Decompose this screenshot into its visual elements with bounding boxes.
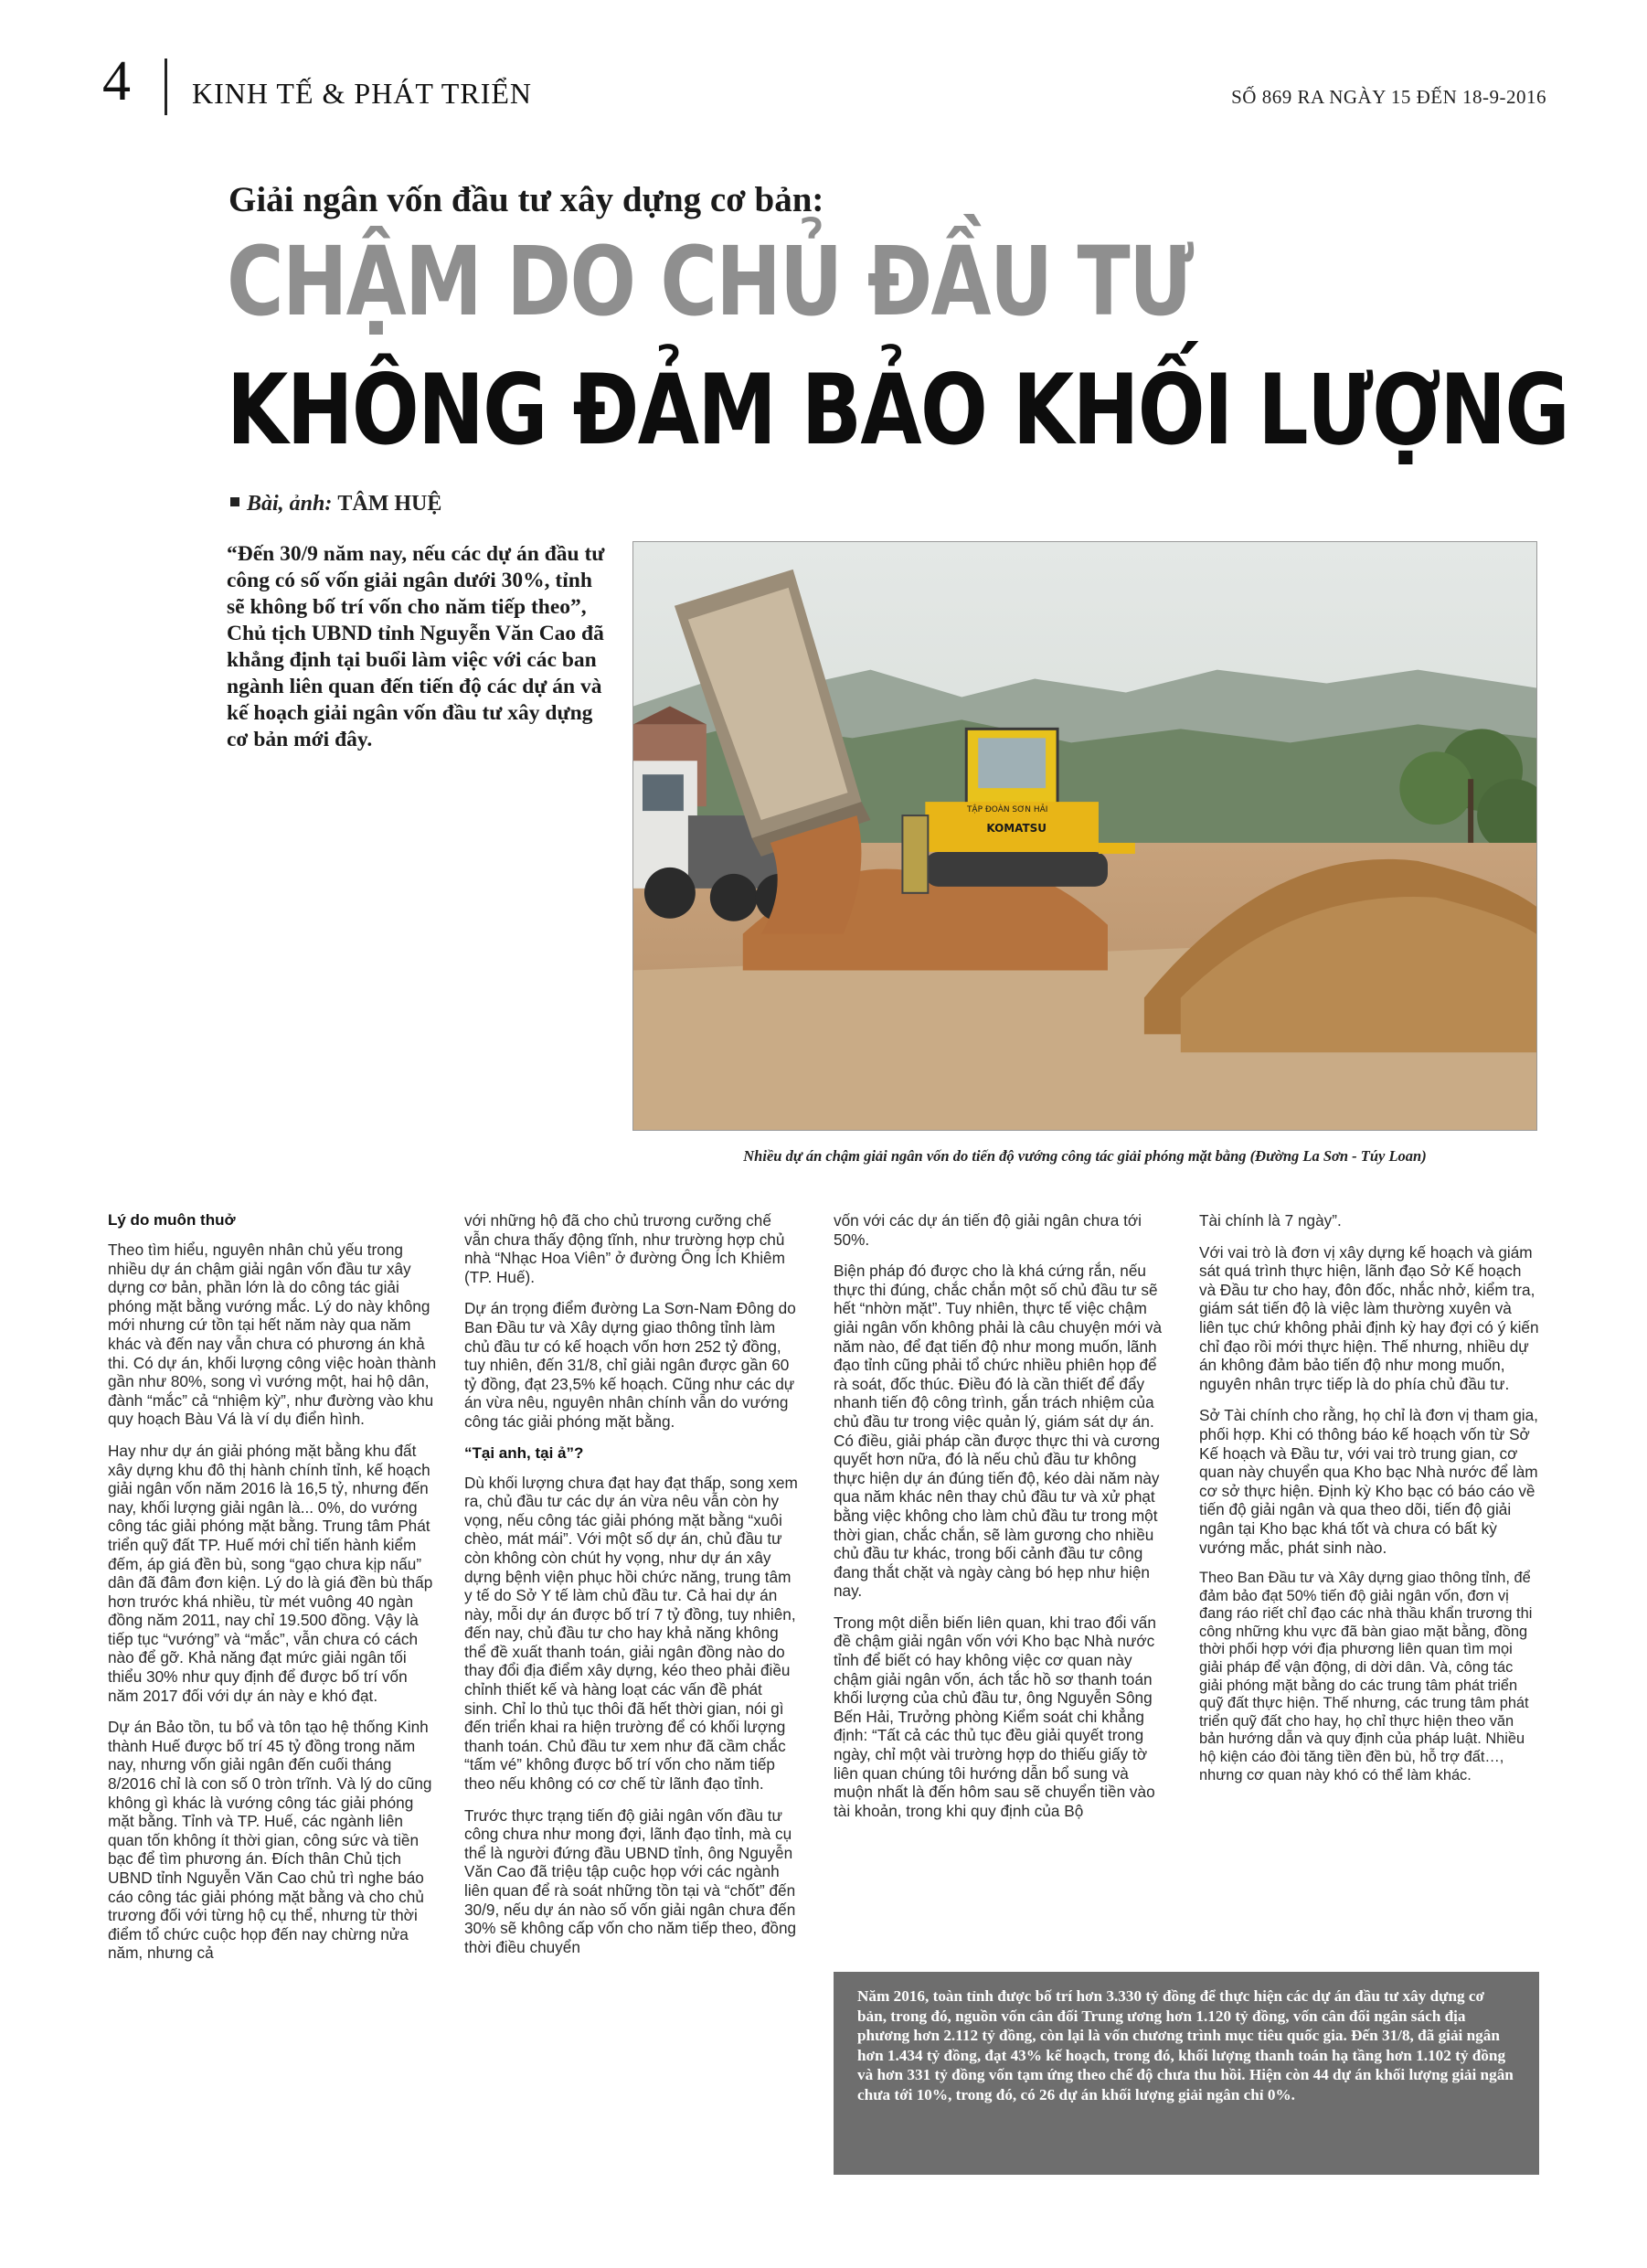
paragraph: Dự án Bảo tồn, tu bổ và tôn tạo hệ thống Kinh thành Huế được bố trí 45 tỷ đồng trong năm nay, nhưng vốn giải ngân đến cuối tháng 8/2016 chỉ là con số 0 tròn trĩnh. Và lý do cũng không gì khác là vướng công tác giải phóng mặt bằng. Tỉnh và TP. Huế, các ngành liên quan tốn không ít thời gian, công sức và tiền bạc để tìm phương án. Đích thân Chủ tịch UBND tỉnh Nguyễn Văn Cao chủ trì nghe báo cáo công tác giải phóng mặt bằng và cho chủ trương đối với từng hộ cụ thể, nhưng từ thời điểm tổ chức cuộc họp đến nay chừng nửa năm, nhưng cả: [108, 1718, 432, 1963]
statistics-box: Năm 2016, toàn tỉnh được bố trí hơn 3.330 tỷ đồng để thực hiện các dự án đầu tư xây dựng cơ bản, trong đó, nguồn vốn cân đối Trung ương hơn 1.120 tỷ đồng, vốn cân đối ngân sách địa phương hơn 2.112 tỷ đồng, còn lại là vốn chương trình mục tiêu quốc gia. Đến 31/8, đã giải ngân hơn 1.434 tỷ đồng, đạt 43% kế hoạch, trong đó, khối lượng thanh toán hạ tầng hơn 1.102 tỷ đồng và hơn 331 tỷ đồng vốn tạm ứng theo chế độ chưa thu hồi. Hiện còn 44 dự án khối lượng giải ngân chưa tới 10%, trong đó, có 26 dự án khối lượng giải ngân chỉ 0%.: [834, 1972, 1539, 2175]
paragraph: với những hộ đã cho chủ trương cưỡng chế vẫn chưa thấy động tĩnh, như trường hợp chủ nhà “Nhạc Hoa Viên” ở đường Ông Ích Khiêm (TP. Huế).: [464, 1211, 785, 1286]
paragraph: Biện pháp đó được cho là khá cứng rắn, nếu thực thi đúng, chắc chắn một số chủ đầu tư sẽ hết “nhờn mặt”. Tuy nhiên, thực tế việc chậm giải ngân vốn không phải là câu chuyện mới và năm nào, để đạt tiến độ như mong muốn, lãnh đạo tỉnh cũng phải tổ chức nhiều phiên họp để rà soát, đốc thúc. Điều đó là cần thiết để đẩy nhanh tiến độ công trình, gắn trách nhiệm của chủ đầu tư trong việc quản lý, giám sát dự án. Có điều, giải pháp cần được thực thi và cương quyết hơn nữa, đó là nếu chủ đầu tư không thực hiện dự án đúng tiến độ, kéo dài năm này qua năm khác nên thay chủ đầu tư và xử phạt bằng việc không cho làm chủ đầu tư trong một thời gian, chắc chắn, sẽ làm gương cho nhiều chủ đầu tư khác, trong bối cảnh đầu tư công đang thắt chặt và ngày càng bó hẹp như hiện nay.: [834, 1262, 1163, 1601]
paragraph: Tài chính là 7 ngày”.: [1199, 1211, 1342, 1230]
column-2: [464, 1211, 798, 1969]
paragraph: Trước thực trạng tiến độ giải ngân vốn đầu tư công chưa như mong đợi, lãnh đạo tỉnh, mà cụ thể là người đứng đầu UBND tỉnh, ông Nguyễn Văn Cao đã triệu tập cuộc họp với các ngành liên quan để rà soát những tồn tại và “chốt” đến 30/9, nếu dự án nào số vốn giải ngân chưa đến 30% sẽ không cấp vốn cho năm tiếp theo, đồng thời điều chuyển: [464, 1805, 797, 1956]
paragraph: Với vai trò là đơn vị xây dựng kế hoạch và giám sát quá trình thực hiện, lãnh đạo Sở Kế hoạch và Đầu tư cho hay, đôn đốc, nhắc nhở, kiểm tra, giám sát tiến độ là việc làm thường xuyên và liên tục chứ không phải định kỳ hay đợi có ý kiến chỉ đạo rồi mới thực hiện. Thế nhưng, nhiều dự án không đảm bảo tiến độ như mong muốn, nguyên nhân trực tiếp là do phía chủ đầu tư.: [1199, 1242, 1539, 1393]
column-1: [108, 1211, 441, 1975]
article-kicker: Giải ngân vốn đầu tư xây dựng cơ bản:: [228, 180, 824, 219]
paragraph: Theo tìm hiểu, nguyên nhân chủ yếu trong nhiều dự án chậm giải ngân vốn đầu tư xây dựng cơ bản, phần lớn là do công tác giải phóng mặt bằng vướng mắc. Lý do này không mới nhưng cứ tồn tại hết năm này qua năm khác và đến nay vẫn chưa có phương án khả thi. Có dự án, khối lượng công việc hoàn thành gần như 80%, song vì vướng một, hai hộ dân, đành “mắc” cả “nhiệm kỳ”, như đường vào khu quy hoạch Bàu Vá là ví dụ điển hình.: [108, 1240, 437, 1429]
subheading-ly-do: Lý do muôn thuở: [108, 1211, 236, 1229]
paragraph: Trong một diễn biến liên quan, khi trao đổi vấn đề chậm giải ngân vốn với Kho bạc Nhà nước tỉnh để biết có hay không việc cơ quan này chậm giải ngân vốn, ách tắc hồ sơ thanh toán khối lượng của chủ đầu tư, ông Nguyễn Sông Bến Hải, Trưởng phòng Kiểm soát chi khẳng định: “Tất cả các thủ tục đều giải quyết trong ngày, chỉ một vài trường hợp do thiếu giấy tờ liên quan chúng tôi hướng dẫn bổ sung và muộn nhất là đến hôm sau sẽ chuyển tiền vào tài khoản, trong khi quy định của Bộ: [834, 1613, 1156, 1820]
column-3: [834, 1211, 1167, 1833]
header-divider: [165, 59, 167, 115]
dozer-company-text: TẬP ĐOÀN SƠN HẢI: [966, 805, 1048, 815]
byline-label: Bài, ảnh:: [247, 492, 333, 516]
photo-caption: Nhiều dự án chậm giải ngân vốn do tiến độ vướng công tác giải phóng mặt bằng (Đường La Sơn - Túy Loan): [743, 1147, 1427, 1165]
subheading-tai-anh-tai-a: “Tại anh, tại ả”?: [464, 1443, 584, 1462]
headline-line-1: CHẬM DO CHỦ ĐẦU TƯ: [227, 226, 1193, 337]
dozer-brand-text: KOMATSU: [986, 822, 1047, 836]
issue-info: SỐ 869 RA NGÀY 15 ĐẾN 18-9-2016: [1231, 86, 1546, 108]
paragraph: vốn với các dự án tiến độ giải ngân chưa tới 50%.: [834, 1211, 1142, 1249]
bullet-square-icon: [230, 497, 239, 506]
column-4: [1199, 1211, 1539, 1797]
headline-line-2: KHÔNG ĐẢM BẢO KHỐI LƯỢNG: [227, 354, 1569, 466]
byline-author: TÂM HUỆ: [337, 492, 442, 516]
byline: [230, 492, 441, 516]
paragraph: Hay như dự án giải phóng mặt bằng khu đất xây dựng khu đô thị hành chính tỉnh, kế hoạch giải ngân vốn năm 2016 là 16,5 tỷ, nhưng đến nay, khối lượng giải ngân là... 0%, do vướng công tác giải phóng mặt bằng. Trung tâm Phát triển quỹ đất TP. Huế mới chỉ tiến hành kiểm đếm, áp giá đền bù, song “gạo chưa kịp nấu” dân đã đâm đơn kiện. Lý do là giá đền bù thấp hơn trước khá nhiều, từ mét vuông 40 ngàn đồng năm 2011, nay chỉ 19.500 đồng. Vậy là tiếp tục “vướng” và “mắc”, vẫn chưa có cách nào để gỡ. Khả năng đạt mức giải ngân tối thiểu 30% như quy định để được bố trí vốn năm 2017 đối với dự án này e khó đạt.: [108, 1441, 433, 1705]
paragraph: Sở Tài chính cho rằng, họ chỉ là đơn vị tham gia, phối hợp. Khi có thông báo kế hoạch vốn từ Sở Kế hoạch và Đầu tư, với vai trò trung gian, cơ quan này chuyển qua Kho bạc Nhà nước để làm cơ sở thực hiện. Định kỳ Kho bạc có báo cáo về tiến độ giải ngân và qua theo dõi, tiến độ giải ngân tại Kho bạc khá tốt và chưa có bất kỳ vướng mắc, phát sinh nào.: [1199, 1406, 1538, 1557]
page-number: 4: [102, 50, 131, 112]
article-photo: [632, 541, 1537, 1131]
paragraph: Theo Ban Đầu tư và Xây dựng giao thông tỉnh, để đảm bảo đạt 50% tiến độ giải ngân vốn, đơn vị đang ráo riết chỉ đạo các nhà thầu khẩn trương thi công những khu vực đã bàn giao mặt bằng, đồng thời phối hợp với địa phương liên quan tìm mọi giải pháp để vận động, di dời dân. Và, công tác giải phóng mặt bằng do các trung tâm phát triển quỹ đất thực hiện. Thế nhưng, các trung tâm phát triển quỹ đất cho hay, họ chỉ thực hiện theo văn bản hướng dẫn và quy định của pháp luật. Nhiều hộ kiện cáo đòi tăng tiền đền bù, hỗ trợ đất…, nhưng cơ quan này khó có thể làm khác.: [1199, 1570, 1533, 1784]
paragraph: Dự án trọng điểm đường La Sơn-Nam Đông do Ban Đầu tư và Xây dựng giao thông tỉnh làm chủ đầu tư có kế hoạch vốn hơn 252 tỷ đồng, tuy nhiên, đến 31/8, chỉ giải ngân được gần 60 tỷ đồng, đạt 23,5% kế hoạch. Cũng như các dự án vừa nêu, nguyên nhân chính vẫn do vướng công tác giải phóng mặt bằng.: [464, 1299, 796, 1431]
lead-paragraph: “Đến 30/9 năm nay, nếu các dự án đầu tư công có số vốn giải ngân dưới 30%, tỉnh sẽ không bố trí vốn cho năm tiếp theo”, Chủ tịch UBND tỉnh Nguyễn Văn Cao đã khẳng định tại buổi làm việc với các ban ngành liên quan đến tiến độ các dự án và kế hoạch giải ngân vốn đầu tư xây dựng cơ bản mới đây.: [227, 542, 605, 751]
paragraph: Dù khối lượng chưa đạt hay đạt thấp, song xem ra, chủ đầu tư các dự án vừa nêu vẫn còn hy vọng, nếu công tác giải phóng mặt bằng “xuôi chèo, mát mái”. Với một số dự án, chủ đầu tư còn không còn chút hy vọng, như dự án xây dựng bệnh viện phục hồi chức năng, trung tâm y tế do Sở Y tế làm chủ đầu tư. Cả hai dự án này, mỗi dự án được bố trí 7 tỷ đồng, tuy nhiên, đến nay, chủ đầu tư cho hay khả năng không thể đề xuất thanh toán, giải ngân đồng nào do thay đổi địa điểm xây dựng, kéo theo phải điều chỉnh thiết kế và hàng loạt các vấn đề phát sinh. Chỉ lo thủ tục thôi đã hết thời gian, nói gì đến triển khai ra hiện trường để có khối lượng thanh toán. Chủ đầu tư xem như đã cầm chắc “tấm vé” không được bố trí vốn cho năm tiếp theo nếu không có cơ chế từ lãnh đạo tỉnh.: [464, 1473, 798, 1794]
section-title: KINH TẾ & PHÁT TRIỂN: [192, 77, 532, 110]
construction-site-illustration: [633, 542, 1536, 1130]
